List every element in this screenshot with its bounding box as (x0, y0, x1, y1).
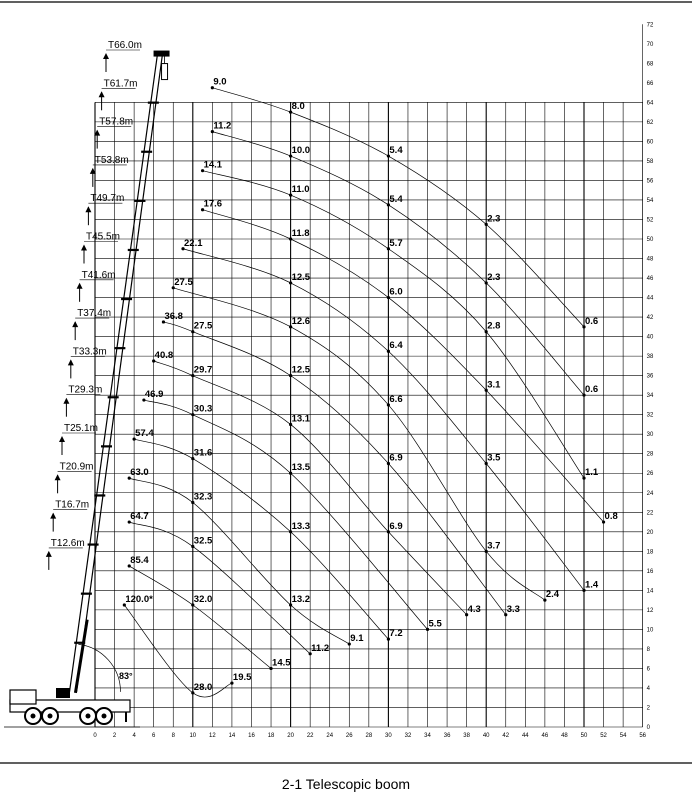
y-tick-label: 60 (646, 139, 654, 146)
y-tick-label: 18 (646, 549, 654, 556)
y-tick-label: 20 (646, 529, 654, 536)
y-tick-label: 42 (646, 315, 654, 322)
capacity-label: 2.8 (487, 320, 501, 332)
arrow-head (63, 398, 69, 404)
capacity-curve (129, 522, 310, 654)
x-tick-label: 36 (443, 733, 451, 739)
capacity-label: 12.6 (291, 315, 311, 327)
arrow-head (55, 474, 61, 480)
boom-head (154, 51, 170, 57)
x-tick-label: 26 (345, 733, 353, 739)
x-tick-label: 2 (112, 733, 117, 739)
x-tick-label: 38 (463, 733, 470, 739)
capacity-label: 9.0 (213, 76, 227, 88)
capacity-label: 22.1 (184, 237, 203, 249)
y-tick-label: 50 (646, 237, 654, 243)
capacity-label: 11.2 (311, 642, 330, 654)
capacity-label: 85.4 (130, 554, 149, 566)
boom-length-label: T12.6m (50, 537, 85, 549)
capacity-label: 6.9 (389, 520, 403, 532)
boom-length-label: T20.9m (59, 461, 94, 473)
boom-length-labels (46, 40, 142, 570)
arrow-head (99, 91, 105, 97)
y-tick-label: 34 (646, 393, 654, 400)
capacity-curve (129, 566, 271, 668)
x-tick-label: 18 (267, 733, 275, 739)
arrow-head (50, 513, 56, 519)
capacity-label: 5.4 (389, 145, 403, 157)
y-tick-label: 68 (646, 61, 654, 68)
wheel-hub (102, 714, 107, 719)
y-tick-label: 48 (646, 256, 654, 263)
x-tick-label: 14 (228, 733, 236, 739)
capacity-label: 3.5 (487, 452, 501, 464)
boom-length-label: T16.7m (55, 499, 90, 511)
capacity-label: 120.0* (125, 594, 153, 605)
y-tick-label: 26 (646, 471, 654, 478)
capacity-label: 28.0 (193, 681, 213, 693)
x-tick-label: 46 (541, 733, 549, 739)
y-tick-label: 6 (646, 666, 651, 673)
capacity-label: 36.8 (164, 310, 183, 322)
capacity-label: 30.3 (193, 403, 213, 415)
arrow-head (46, 551, 52, 557)
x-tick-label: 12 (209, 733, 216, 739)
x-tick-label: 52 (600, 733, 607, 739)
x-tick-label: 44 (521, 733, 529, 739)
capacity-label: 0.6 (585, 384, 599, 396)
y-tick-label: 58 (646, 158, 654, 165)
capacity-label: 14.5 (272, 657, 291, 669)
y-tick-label: 30 (646, 432, 654, 439)
arrow-head (72, 321, 78, 327)
capacity-label: 13.5 (291, 462, 311, 474)
y-tick-label: 4 (646, 685, 651, 692)
capacity-curve (129, 478, 349, 644)
capacity-label: 2.3 (487, 213, 501, 225)
arrow-head (59, 436, 65, 442)
capacity-label: 32.3 (193, 491, 213, 503)
capacity-label: 8.0 (291, 101, 305, 113)
arrow-head (85, 206, 91, 212)
capacity-label: 12.5 (291, 271, 311, 283)
capacity-label: 4.3 (467, 603, 481, 615)
capacity-label: 19.5 (232, 672, 252, 684)
chart-grid (93, 22, 654, 739)
wheel-hub (31, 714, 36, 719)
capacity-label: 2.4 (545, 589, 560, 601)
capacity-label: 57.4 (135, 428, 154, 440)
capacity-label: 5.5 (428, 618, 442, 630)
figure-caption: 2-1 Telescopic boom (281, 776, 411, 792)
y-tick-label: 72 (646, 22, 654, 29)
boom-length-label: T53.8m (94, 154, 129, 166)
boom-length-label: T25.1m (64, 423, 98, 434)
x-tick-label: 32 (404, 733, 412, 739)
capacity-label: 1.1 (585, 467, 599, 479)
x-tick-label: 16 (248, 733, 255, 739)
x-tick-label: 56 (639, 733, 647, 739)
wheel-hub (86, 714, 91, 719)
superstructure-cab (56, 688, 70, 698)
y-tick-label: 16 (646, 568, 654, 575)
cab (10, 690, 36, 704)
capacity-label: 11.8 (291, 228, 310, 239)
boom-length-label: T61.7m (103, 78, 138, 90)
capacity-label: 0.6 (585, 315, 599, 327)
y-tick-label: 28 (646, 451, 654, 458)
capacity-label: 11.0 (291, 184, 310, 196)
y-tick-label: 40 (646, 334, 654, 341)
wheel-hub (48, 714, 53, 719)
capacity-label: 13.1 (291, 413, 311, 425)
capacity-label: 46.9 (144, 389, 164, 401)
capacity-label: 31.6 (193, 447, 213, 459)
capacity-curve (203, 171, 584, 478)
capacity-label: 6.6 (389, 393, 403, 405)
capacity-label: 32.5 (193, 535, 213, 547)
y-tick-label: 22 (646, 510, 654, 517)
boom-length-label: T37.4m (77, 308, 112, 320)
boom-length-label: T49.7m (90, 193, 125, 205)
x-tick-label: 8 (171, 733, 175, 739)
x-tick-label: 42 (502, 733, 510, 739)
capacity-label: 63.0 (130, 467, 149, 479)
capacity-label: 29.7 (193, 364, 213, 376)
x-tick-label: 28 (365, 733, 373, 739)
capacity-label: 3.1 (487, 379, 501, 391)
capacity-label: 1.4 (585, 579, 599, 591)
arrow-head (68, 359, 74, 365)
arrow-head (81, 245, 87, 251)
boom-length-label: T41.6m (81, 269, 116, 281)
x-tick-label: 22 (306, 733, 314, 739)
capacity-label: 6.4 (389, 340, 403, 352)
x-tick-label: 20 (287, 733, 294, 739)
y-tick-label: 54 (646, 197, 654, 204)
luffing-cylinder (75, 620, 87, 693)
y-tick-label: 64 (646, 100, 654, 107)
x-tick-label: 40 (482, 733, 490, 739)
capacity-label: 10.0 (291, 145, 311, 157)
x-tick-label: 6 (152, 733, 156, 739)
capacity-label: 40.8 (154, 350, 174, 361)
y-tick-label: 14 (646, 588, 654, 595)
boom-length-label: T45.5m (86, 231, 120, 243)
y-tick-label: 38 (646, 354, 654, 361)
y-tick-label: 44 (646, 295, 654, 302)
capacity-label: 5.7 (389, 237, 403, 249)
capacity-curve (183, 249, 584, 591)
capacity-label: 32.0 (193, 594, 213, 605)
boom-length-label: T57.8m (99, 116, 134, 128)
capacity-label: 17.6 (203, 198, 223, 210)
y-tick-label: 2 (646, 705, 651, 712)
capacity-label: 13.3 (291, 520, 311, 532)
capacity-label: 11.2 (213, 120, 232, 132)
x-tick-label: 34 (424, 733, 431, 739)
x-tick-label: 54 (619, 733, 627, 739)
capacity-label: 27.5 (193, 320, 213, 332)
x-tick-label: 48 (561, 733, 568, 739)
capacity-label: 12.5 (291, 364, 311, 376)
y-tick-label: 36 (646, 373, 654, 380)
capacity-curve (212, 132, 584, 396)
y-tick-label: 12 (646, 607, 654, 614)
boom-length-label: T66.0m (108, 40, 142, 51)
capacity-curve (173, 288, 545, 600)
y-tick-label: 70 (646, 41, 654, 48)
capacity-label: 0.8 (604, 511, 618, 523)
y-tick-label: 66 (646, 80, 654, 87)
arrow-head (77, 283, 83, 289)
boom-length-label: T33.3m (72, 346, 107, 358)
y-tick-label: 24 (646, 490, 654, 497)
capacity-label: 2.3 (487, 271, 501, 283)
capacity-label: 5.4 (389, 193, 403, 205)
y-tick-label: 56 (646, 178, 654, 185)
y-tick-label: 8 (646, 646, 651, 653)
hook-block (162, 64, 168, 80)
y-tick-label: 32 (646, 412, 654, 419)
capacity-curve (134, 439, 388, 639)
y-tick-label: 62 (646, 119, 654, 126)
y-tick-label: 46 (646, 276, 654, 283)
capacity-label: 3.7 (487, 540, 501, 552)
capacity-label: 13.2 (291, 594, 311, 605)
x-tick-label: 50 (580, 733, 588, 739)
x-tick-label: 30 (385, 733, 392, 739)
x-tick-label: 4 (132, 733, 136, 739)
boom-length-label: T29.3m (68, 384, 103, 396)
capacity-label: 6.9 (389, 452, 403, 464)
capacity-label: 14.1 (203, 159, 223, 171)
boom-angle-arc (78, 644, 120, 692)
x-tick-label: 0 (93, 733, 97, 739)
capacity-label: 9.1 (350, 633, 364, 645)
capacity-label: 6.0 (389, 286, 403, 298)
y-tick-label: 10 (646, 627, 654, 634)
arrow-head (103, 53, 109, 59)
capacity-label: 27.5 (174, 276, 193, 288)
y-tick-label: 52 (646, 217, 654, 224)
y-tick-label: 0 (646, 725, 651, 731)
x-tick-label: 24 (326, 733, 334, 739)
capacity-curves (123, 77, 618, 697)
x-tick-label: 10 (189, 733, 197, 739)
max-angle-label: 83° (119, 671, 133, 681)
capacity-curve (124, 605, 232, 697)
capacity-label: 64.7 (130, 511, 149, 523)
capacity-label: 7.2 (389, 628, 403, 640)
capacity-label: 3.3 (506, 603, 520, 615)
